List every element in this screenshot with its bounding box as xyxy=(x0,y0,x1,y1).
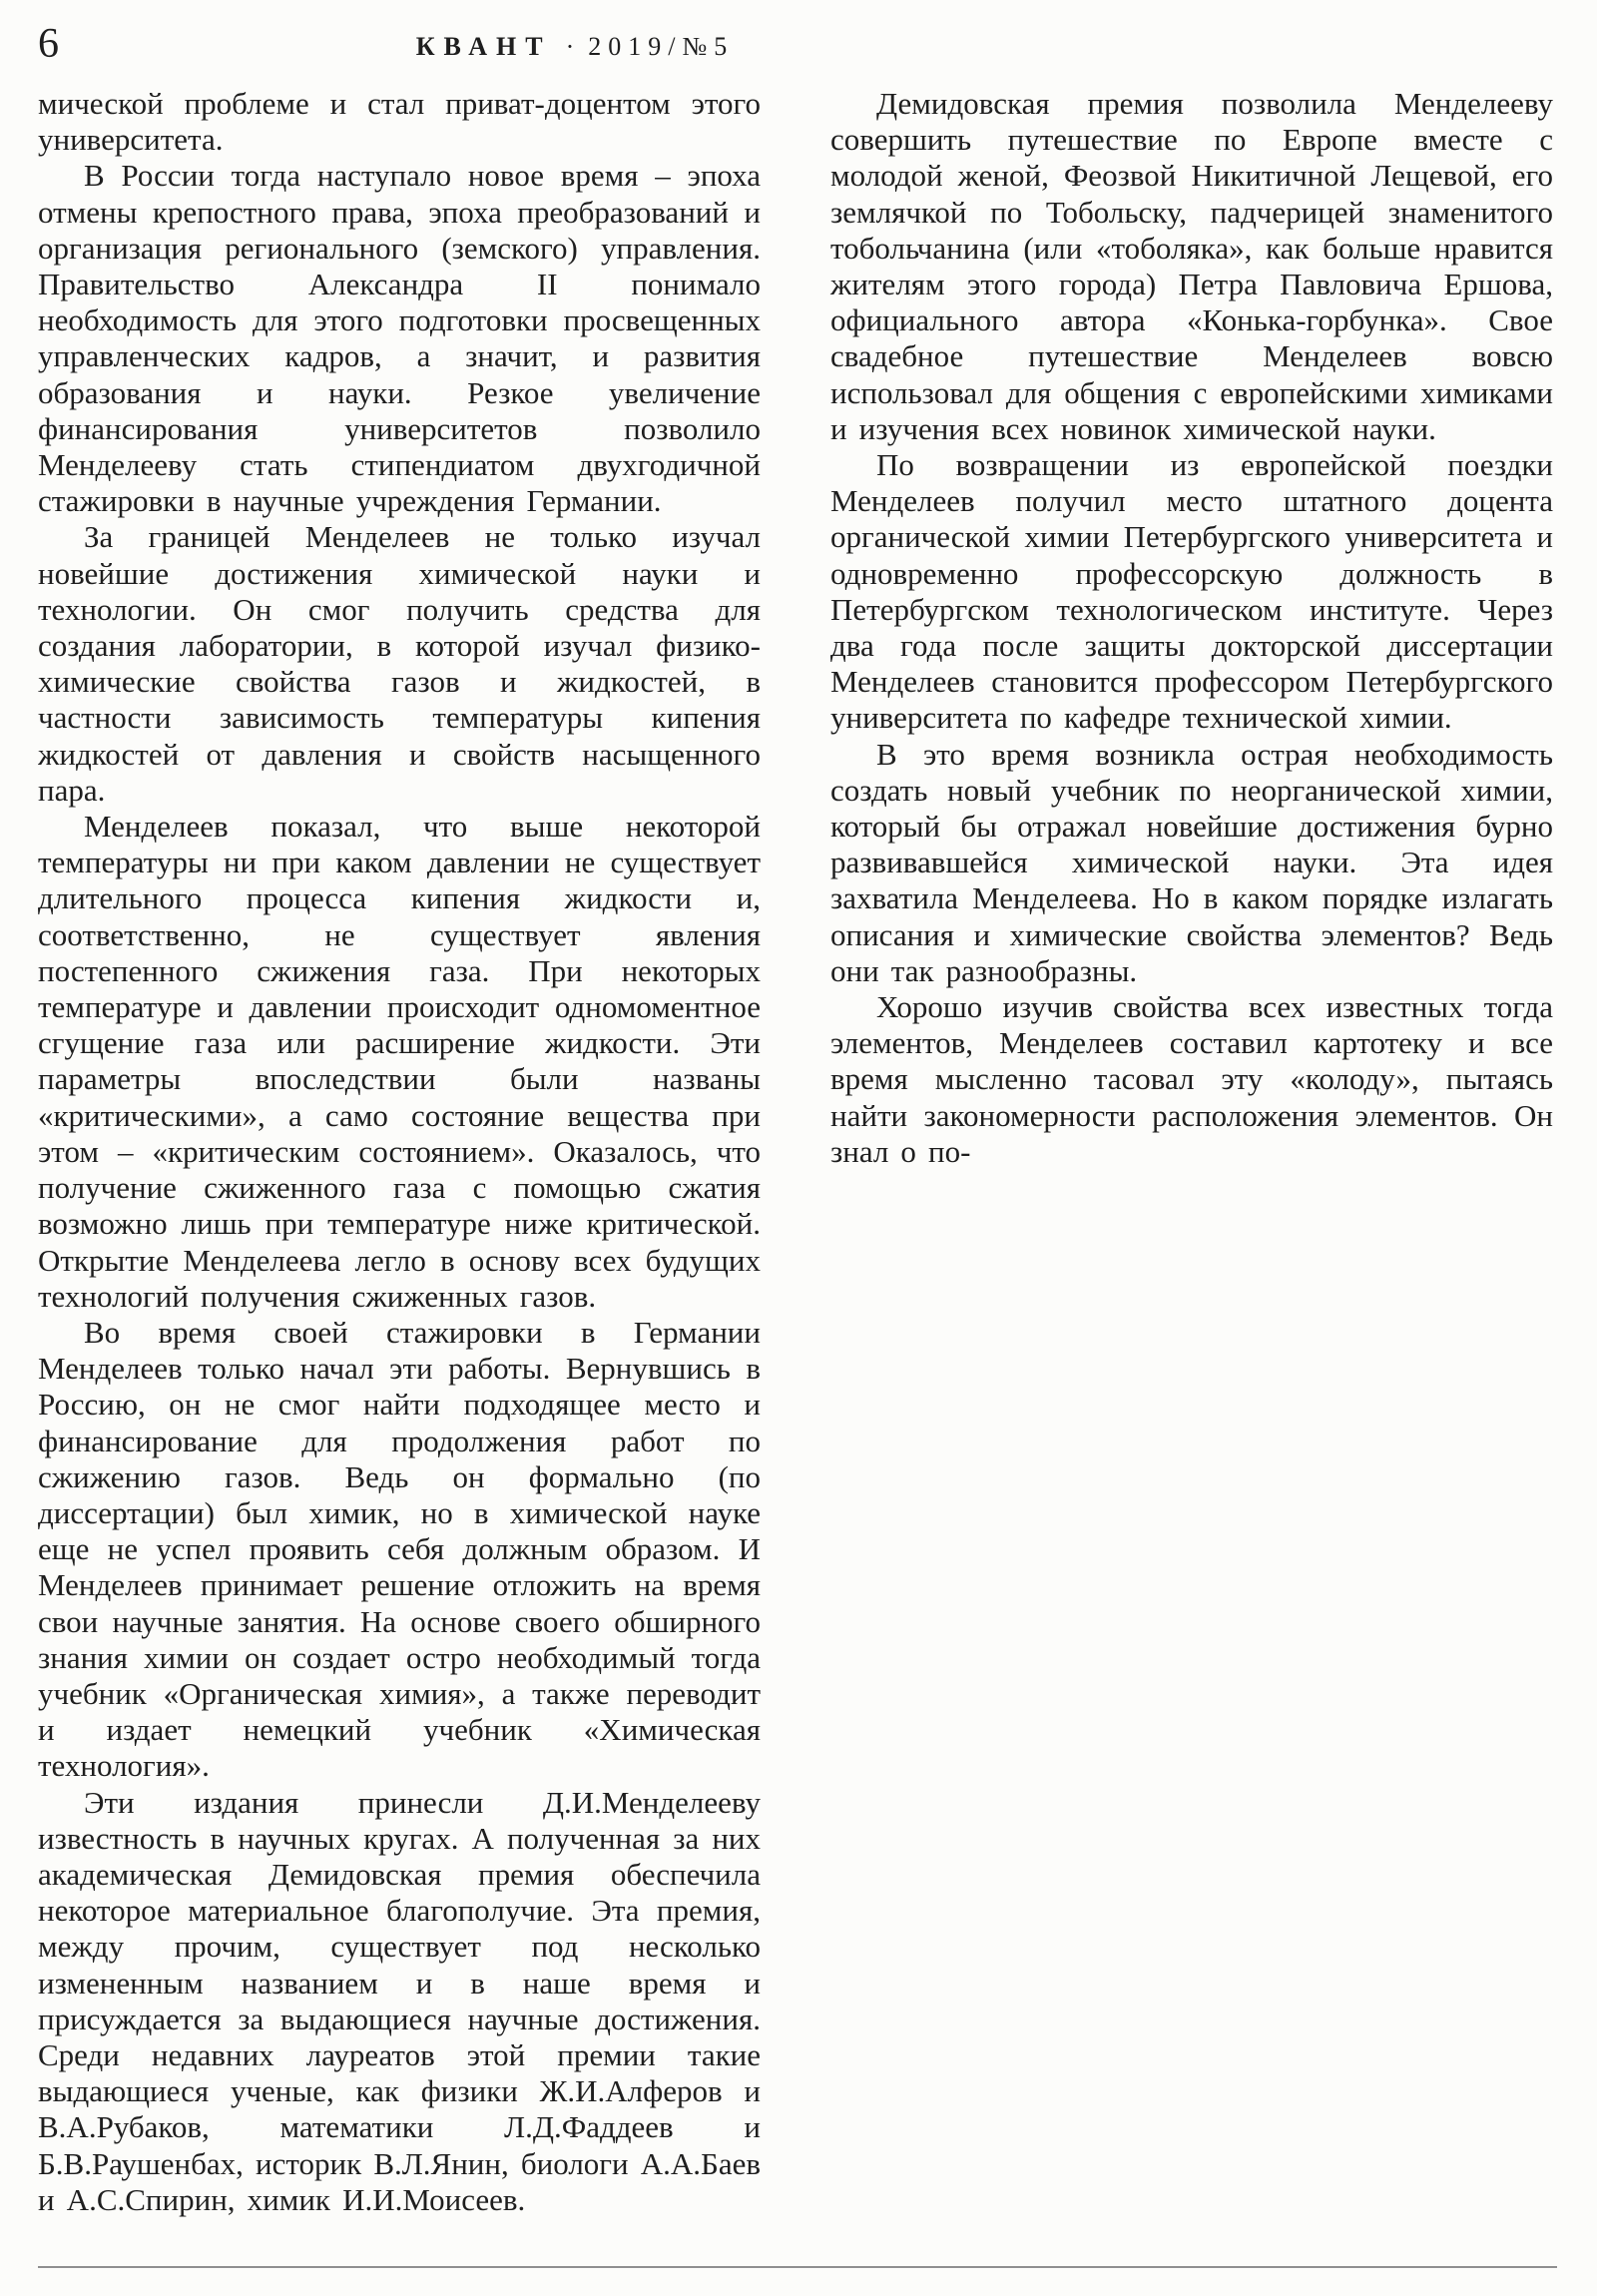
paragraph: За границей Менделеев не только изучал новейшие достижения химической науки и технологии. Он смог получить средства для создания лаборатории, в которой изучал физико-химические свойства газов и жидкостей, в частности зависимость температуры кипения жидкостей от давления и свойств насыщенного пара. xyxy=(38,519,761,808)
journal-title: КВАНТ xyxy=(415,32,552,61)
paragraph: мической проблеме и стал приват-доцентом этого университета. xyxy=(38,86,761,158)
paragraph: Демидовская премия позволила Менделееву совершить путешествие по Европе вместе с молодой женой, Феозвой Никитичной Лещевой, его землячкой по Тобольску, падчерицей знаменитого тобольчанина (или «тоболяка», как больше нравится жителям этого города) Петра Павловича Ершова, официального автора «Конька-горбунка». Свое свадебное путешествие Менделеев вовсю использовал для общения с европейскими химиками и изучения всех новинок химической науки. xyxy=(830,86,1553,446)
page-number: 6 xyxy=(38,21,59,67)
paragraph: Менделеев показал, что выше некоторой температуры ни при каком давлении не существует длительного процесса кипения жидкости и, соответственно, не существует явления постепенного сжижения газа. При некоторых температуре и давлении происходит одномоментное сгущение газа или расширение жидкости. Эти параметры впоследствии были названы «критическими», а само состояние вещества при этом – «критическим состоянием». Оказалось, что получение сжиженного газа с помощью сжатия возможно лишь при температуре ниже критической. Открытие Менделеева легло в основу всех будущих технологий получения сжиженных газов. xyxy=(38,809,761,1314)
article-body xyxy=(38,86,1553,2246)
issue-label: 2019/№5 xyxy=(588,32,735,61)
paragraph: Хорошо изучив свойства всех известных тогда элементов, Менделеев составил картотеку и все время мысленно тасовал эту «колоду», пытаясь найти закономерности расположения элементов. Он знал о по- xyxy=(830,989,1553,1169)
paragraph: Во время своей стажировки в Германии Менделеев только начал эти работы. Вернувшись в Россию, он не смог найти подходящее место и финансирование для продолжения работ по сжижению газов. Ведь он формально (по диссертации) был химик, но в химической науке еще не успел проявить себя должным образом. И Менделеев принимает решение отложить на время свои научные занятия. На основе своего обширного знания химии он создает остро необходимый тогда учебник «Органическая химия», а также переводит и издает немецкий учебник «Химическая технология». xyxy=(38,1314,761,1784)
paragraph: В России тогда наступало новое время – эпоха отмены крепостного права, эпоха преобразований и организация регионального (земского) управления. Правительство Александра II понимало необходимость для этого подготовки просвещенных управленческих кадров, а значит, и развития образования и науки. Резкое увеличение финансирования университетов позволило Менделееву стать стипендиатом двухгодичной стажировки в научные учреждения Германии. xyxy=(38,158,761,519)
paragraph: В это время возникла острая необходимость создать новый учебник по неорганической химии, который бы отражал новейшие достижения бурно развивавшейся химической науки. Эта идея захватила Менделеева. Но в каком порядке излагать описания и химические свойства элементов? Ведь они так разнообразны. xyxy=(830,736,1553,988)
page-header xyxy=(0,20,1597,76)
paragraph: Эти издания принесли Д.И.Менделееву известность в научных кругах. А полученная за них академическая Демидовская премия обеспечила некоторое материальное благополучие. Эта премия, между прочим, существует под несколько измененным названием и в наше время и присуждается за выдающиеся научные достижения. Среди недавних лауреатов этой премии такие выдающиеся ученые, как физики Ж.И.Алферов и В.А.Рубаков, математики Л.Д.Фаддеев и Б.В.Раушенбах, историк В.Л.Янин, биологи А.А.Баев и А.С.Спирин, химик И.И.Моисеев. xyxy=(38,1784,761,2217)
paragraph: По возвращении из европейской поездки Менделеев получил место штатного доцента органической химии Петербургского университета и одновременно профессорскую должность в Петербургском технологическом институте. Через два года после защиты докторской диссертации Менделеев становится профессором Петербургского университета по кафедре технической химии. xyxy=(830,447,1553,736)
footer-rule xyxy=(38,2266,1557,2268)
running-head xyxy=(416,32,735,62)
header-separator: · xyxy=(565,32,575,61)
